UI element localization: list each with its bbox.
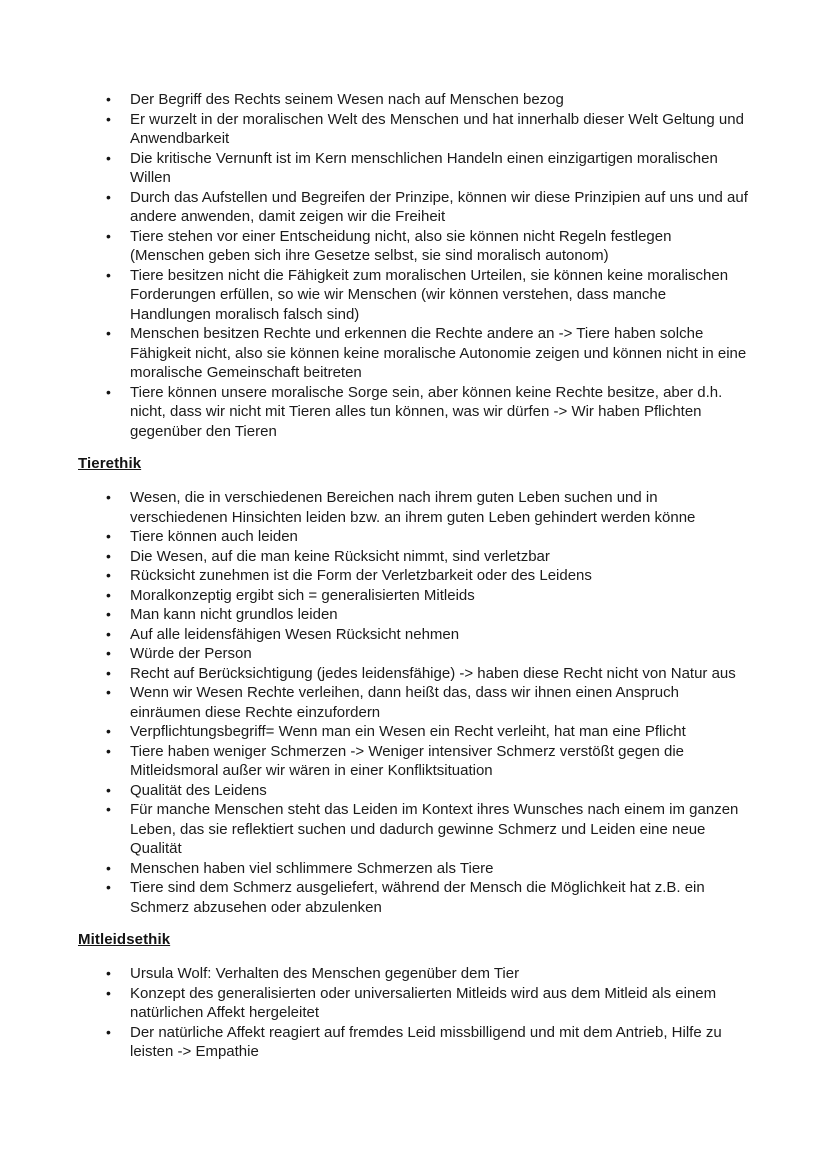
section-heading: Tierethik: [78, 455, 142, 472]
list-item: [106, 566, 748, 586]
list-item-text: Tiere können auch leiden: [130, 528, 298, 545]
list-item: [106, 1023, 748, 1062]
list-item: [106, 586, 748, 606]
bullet-icon: •: [106, 266, 111, 283]
list-item-text: Tiere stehen vor einer Entscheidung nicht, also sie können nicht Regeln festlegen (Menschen geben sich ihre Gesetze selbst, sie sind moralisch autonom): [130, 227, 672, 264]
list-item-text: Wesen, die in verschiedenen Bereichen nach ihrem guten Leben suchen und in verschiedenen Hinsichten leiden bzw. an ihrem guten Leben gehindert werden könne: [130, 489, 696, 526]
list-item-text: Moralkonzeptig ergibt sich = generalisierten Mitleids: [130, 586, 475, 604]
bullet-list: [106, 488, 752, 917]
list-item: [106, 964, 748, 984]
list-item-text: Würde der Person: [130, 645, 252, 662]
list-item: [106, 644, 748, 664]
bullet-icon: •: [106, 547, 111, 564]
bullet-icon: •: [106, 149, 111, 166]
list-item: [106, 800, 748, 859]
list-item-text: Konzept des generalisierten oder universalierten Mitleids wird aus dem Mitleid als einem natürlichen Affekt hergeleitet: [130, 984, 717, 1021]
bullet-icon: •: [106, 606, 111, 622]
list-item: [106, 188, 748, 227]
bullet-icon: •: [106, 801, 111, 817]
list-item: [106, 110, 748, 149]
list-item: [106, 324, 748, 383]
list-item-text: Die kritische Vernunft ist im Kern menschlichen Handeln einen einzigartigen moralischen Willen: [130, 149, 718, 186]
list-item-text: Der Begriff des Rechts seinem Wesen nach auf Menschen bezog: [130, 91, 564, 108]
list-item: [106, 683, 748, 722]
list-item-text: Man kann nicht grundlos leiden: [130, 606, 338, 623]
bullet-icon: •: [106, 781, 111, 798]
list-item: [106, 383, 748, 442]
list-item: [106, 266, 748, 325]
bullet-icon: •: [106, 742, 111, 759]
list-item: [106, 227, 748, 266]
list-item: [106, 984, 748, 1023]
bullet-icon: •: [106, 528, 111, 544]
list-item: [106, 488, 748, 527]
bullet-icon: •: [106, 489, 111, 505]
bullet-icon: •: [106, 110, 111, 127]
list-item-text: Für manche Menschen steht das Leiden im Kontext ihres Wunsches nach einem im ganzen Leben, das sie reflektiert suchen und dadurch gewinne Schmerz und Leiden eine neue Qualität: [130, 801, 739, 857]
list-item-text: Ursula Wolf: Verhalten des Menschen gegenüber dem Tier: [130, 965, 520, 982]
list-item-text: Der natürliche Affekt reagiert auf fremdes Leid missbilligend und mit dem Antrieb, Hilfe zu leisten -> Empathie: [130, 1023, 722, 1060]
list-item-text: Menschen besitzen Rechte und erkennen die Rechte andere an -> Tiere haben solche Fähigkeit nicht, also sie können keine moralische Autonomie zeigen und können nicht in eine moralische Gemeinschaft beitreten: [130, 325, 747, 381]
list-item-text: Rücksicht zunehmen ist die Form der Verletzbarkeit oder des Leidens: [130, 567, 592, 584]
list-item: [106, 149, 748, 188]
list-item-text: Tiere sind dem Schmerz ausgeliefert, während der Mensch die Möglichkeit hat z.B. ein Schmerz abzusehen oder abzulenken: [130, 879, 705, 916]
document-section: [78, 455, 752, 917]
list-item-text: Qualität des Leidens: [130, 781, 267, 799]
bullet-list: [106, 964, 752, 1062]
list-item-text: Auf alle leidensfähigen Wesen Rücksicht nehmen: [130, 625, 460, 643]
list-item: [106, 664, 748, 684]
list-item-text: Verpflichtungsbegriff= Wenn man ein Wesen ein Recht verleiht, hat man eine Pflicht: [130, 723, 686, 740]
bullet-icon: •: [106, 645, 111, 661]
list-item-text: Wenn wir Wesen Rechte verleihen, dann heißt das, dass wir ihnen einen Anspruch einräumen diese Rechte einzufordern: [130, 684, 679, 721]
list-item: [106, 90, 748, 110]
bullet-icon: •: [106, 723, 111, 739]
list-item: [106, 527, 748, 547]
list-item-text: Menschen haben viel schlimmere Schmerzen als Tiere: [130, 859, 494, 877]
bullet-icon: •: [106, 664, 111, 681]
bullet-icon: •: [106, 965, 111, 981]
list-item: [106, 605, 748, 625]
list-item-text: Er wurzelt in der moralischen Welt des Menschen und hat innerhalb dieser Welt Geltung und Anwendbarkeit: [130, 110, 744, 147]
list-item: [106, 547, 748, 567]
bullet-icon: •: [106, 383, 111, 400]
bullet-icon: •: [106, 984, 111, 1001]
list-item-text: Tiere haben weniger Schmerzen -> Weniger intensiver Schmerz verstößt gegen die Mitleidsmoral außer wir wären in einer Konfliktsituation: [130, 742, 685, 779]
bullet-icon: •: [106, 586, 111, 603]
bullet-list: [106, 90, 752, 441]
bullet-icon: •: [106, 1023, 111, 1040]
bullet-icon: •: [106, 879, 111, 895]
list-item: [106, 859, 748, 879]
bullet-icon: •: [106, 625, 111, 642]
list-item: [106, 878, 748, 917]
document-section: [78, 931, 752, 1062]
list-item-text: Tiere können unsere moralische Sorge sein, aber können keine Rechte besitze, aber d.h. nicht, dass wir nicht mit Tieren alles tun können, was wir dürfen -> Wir haben Pflichten gegenüber den Tieren: [130, 383, 723, 440]
list-item: [106, 781, 748, 801]
bullet-icon: •: [106, 188, 111, 205]
bullet-icon: •: [106, 684, 111, 700]
list-item: [106, 742, 748, 781]
section-heading: Mitleidsethik: [78, 931, 171, 948]
list-item-text: Tiere besitzen nicht die Fähigkeit zum moralischen Urteilen, sie können keine moralischen Forderungen erfüllen, so wie wir Menschen (wir können verstehen, dass manche Handlungen moralisch falsch sind): [130, 266, 729, 323]
list-item: [106, 625, 748, 645]
bullet-icon: •: [106, 859, 111, 876]
list-item-text: Durch das Aufstellen und Begreifen der Prinzipe, können wir diese Prinzipien auf uns und auf andere anwenden, damit zeigen wir die Freiheit: [130, 188, 748, 225]
bullet-icon: •: [106, 91, 111, 107]
bullet-icon: •: [106, 325, 111, 341]
list-item-text: Die Wesen, auf die man keine Rücksicht nimmt, sind verletzbar: [130, 547, 550, 565]
bullet-icon: •: [106, 567, 111, 583]
list-item-text: Recht auf Berücksichtigung (jedes leidensfähige) -> haben diese Recht nicht von Natur aus: [130, 664, 736, 682]
document-section: [78, 90, 752, 441]
bullet-icon: •: [106, 227, 111, 244]
list-item: [106, 722, 748, 742]
